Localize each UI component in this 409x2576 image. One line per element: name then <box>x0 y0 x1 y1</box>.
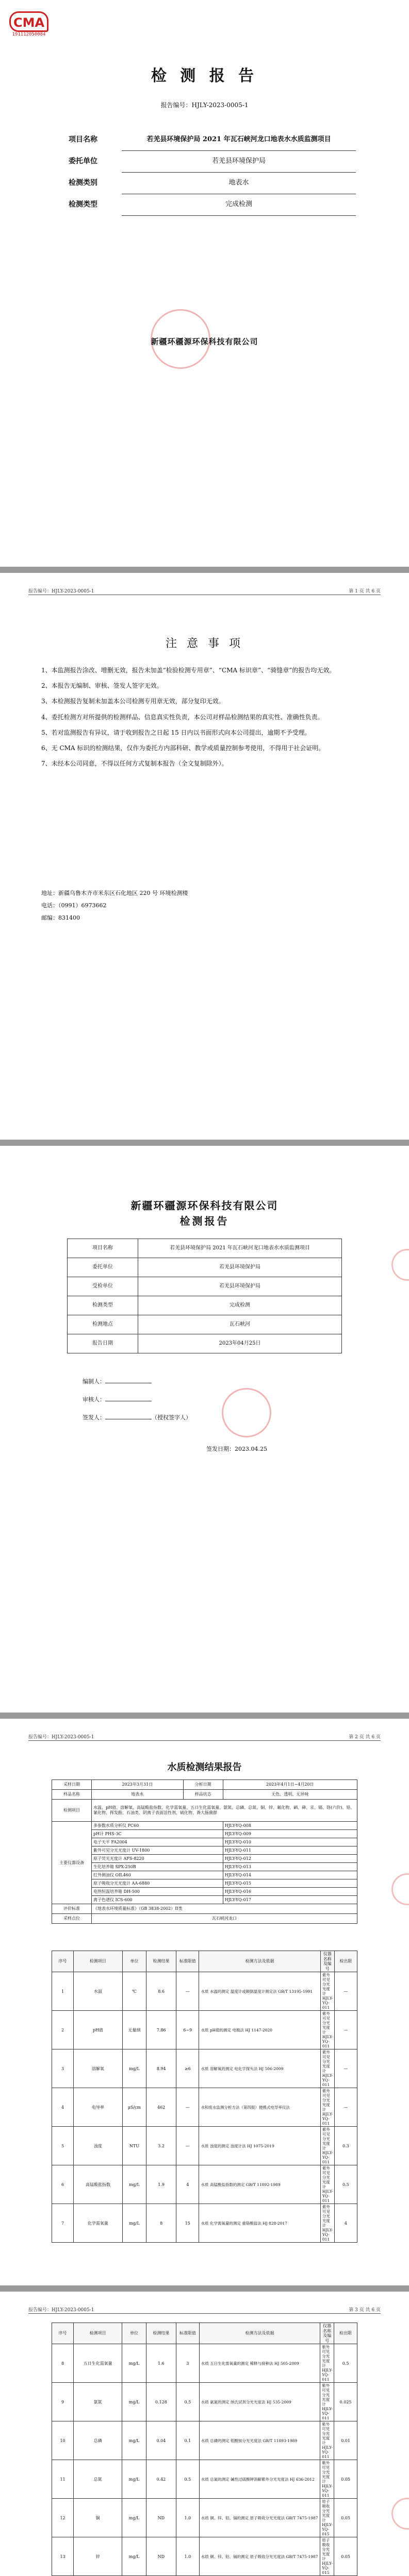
cell-num: 5 <box>52 2127 74 2165</box>
summary-label: 检测项目 <box>52 1800 92 1822</box>
cell-instrument: 紫外可见分光光度计 HJLY-YQ-011 <box>320 2165 334 2204</box>
cell-unit: mg/L <box>122 2204 146 2243</box>
col-method: 检测方法及依据 <box>199 1951 320 1972</box>
cell-unit: mg/L <box>122 2421 146 2460</box>
table-row <box>52 2204 357 2243</box>
cert-title: 检测报告 <box>179 1215 230 1227</box>
instrument-name: 离子色谱仪 ICS-600 <box>92 1896 223 1904</box>
client-value: 若羌县环境保护局 <box>122 150 356 172</box>
header-page-no: 第 1 页 共 6 页 <box>349 589 381 594</box>
summary-value: 无色、透明、无异味 <box>223 1790 357 1800</box>
instrument-no: HJLY-YQ-013 <box>223 1863 357 1871</box>
cell-limit: — <box>176 2127 199 2165</box>
summary-value: 地表水 <box>92 1790 184 1800</box>
sample-type-value: 地表水 <box>122 172 356 194</box>
compiler-label: 编制人： <box>83 1378 105 1385</box>
instruments-label: 主要仪器设备 <box>52 1822 92 1904</box>
cert-label: 报告日期 <box>68 1334 138 1353</box>
notice-title: 注 意 事 项 <box>166 637 243 650</box>
cell-method: 水和废水监测分析方法（第四版）便携式电导率仪法 <box>199 2088 320 2127</box>
cell-method: 水质 水温的测定 温度计或颠倒温度计测定法 GB/T 13195-1991 <box>199 1972 320 2011</box>
notice-item: 6、无 CMA 标识的检测结果，仅作为委托方内部科研、教学或质量控制参考使用，不得用于社会证明。 <box>41 744 325 752</box>
cell-unit: mg/L <box>122 2537 146 2576</box>
cert-value: 瓦石峡河 <box>138 1315 342 1334</box>
instrument-name: 原子荧光光度计 AFS-8220 <box>92 1855 223 1863</box>
cell-method: 水质 总氮的测定 碱性过硫酸钾消解紫外分光光度法 HJ 636-2012 <box>199 2460 320 2499</box>
cell-method: 水质 五日生化需氧量的测定 稀释与接种法 HJ 505-2009 <box>199 2344 320 2383</box>
instrument-no: HJLY-YQ-015 <box>223 1879 357 1888</box>
header-report-no: 报告编号：HJLY-2023-0005-1 <box>28 1735 94 1740</box>
riding-seal <box>391 1873 409 1905</box>
table-row <box>52 2421 357 2460</box>
cell-method: 水质 铜、锌、铅、镉的测定 原子吸收分光光度法 GB/T 7475-1987 <box>199 2499 320 2537</box>
col-unit: 单位 <box>122 2323 146 2344</box>
cell-item: 总氮 <box>74 2460 122 2499</box>
summary-page <box>0 1719 409 2285</box>
cell-method: 水质 铜、锌、铅、镉的测定 原子吸收分光光度法 GB/T 7475-1987 <box>199 2537 320 2576</box>
cert-company: 新疆环疆源环保科技有限公司 <box>130 1199 279 1212</box>
cell-result: 3.2 <box>146 2127 176 2165</box>
issue-date <box>206 1445 267 1453</box>
instrument-no: HJLY-YQ-009 <box>223 1830 357 1838</box>
summary-value: 2023年3月31日 <box>92 1780 184 1790</box>
instrument-name: pH计 PHS-3C <box>92 1830 223 1838</box>
cell-result: 1.6 <box>146 2344 176 2383</box>
col-unit: 单位 <box>122 1951 146 1972</box>
cell-detect-limit: 0.3 <box>334 2127 357 2165</box>
cell-item: 化学需氧量 <box>74 2204 123 2243</box>
table-row <box>52 2088 357 2127</box>
cert-label: 委托单位 <box>68 1258 138 1277</box>
header-report-no: 报告编号：HJLY-2023-0005-1 <box>28 589 94 594</box>
cell-num: 6 <box>52 2165 74 2204</box>
cell-instrument: 紫外可见分光光度计 HJLY-YQ-011 <box>320 2460 334 2499</box>
cert-label: 项目名称 <box>68 1239 138 1258</box>
cell-unit: μS/cm <box>122 2088 146 2127</box>
instrument-name: 原子吸收分光光度计 AA-6880 <box>92 1879 223 1888</box>
address-label: 地址： <box>41 890 58 896</box>
cell-result: 8.6 <box>146 1972 176 2011</box>
cell-result: 0.128 <box>146 2383 176 2421</box>
cell-num: 4 <box>52 2088 74 2127</box>
table-header-row <box>52 1951 357 1972</box>
reviewer-line <box>83 1391 191 1409</box>
instrument-name: 多参数水质分析仪 PC60 <box>92 1822 223 1830</box>
col-detect-limit: 检出限 <box>334 2323 357 2344</box>
header-page-no: 第 3 页 共 6 页 <box>349 2308 381 2313</box>
cell-instrument: 紫外可见分光光度计 HJLY-YQ-011 <box>320 2344 334 2383</box>
table-row <box>52 2460 357 2499</box>
table-row <box>52 2049 357 2088</box>
page-header <box>28 1733 381 1741</box>
cell-detect-limit: — <box>334 2049 357 2088</box>
summary-value: 《地表水环境质量标准》（GB 3838-2002）II类 <box>92 1904 357 1914</box>
cell-instrument: 紫外可见分光光度计 HJLY-YQ-011 <box>320 2383 334 2421</box>
cell-result: 8.94 <box>146 2049 176 2088</box>
cert-seal <box>222 1388 271 1437</box>
cell-instrument: 紫外可见分光光度计 HJLY-YQ-011 <box>320 2204 334 2243</box>
summary-table <box>52 1780 357 1924</box>
cert-label: 检测类型 <box>68 1296 138 1315</box>
summary-value: 水温、pH值、溶解氧、高锰酸盐指数、化学需氧量、五日生化需氧量、氨氮、总磷、总氮、铜、锌、氟化物、硒、砷、汞、镉、铬(六价)、铅、氰化物、挥发酚、石油类、阴离子表面活性剂、硫化物、粪大肠菌群 <box>92 1800 357 1822</box>
col-instrument: 仪器名称及编号 <box>320 1951 334 1972</box>
cell-item: 总磷 <box>74 2421 122 2460</box>
cell-num: 13 <box>52 2537 74 2576</box>
cell-item: 电导率 <box>74 2088 123 2127</box>
cell-item: 铜 <box>74 2499 122 2537</box>
cert-table <box>67 1239 342 1353</box>
col-item: 检测项目 <box>74 1951 123 1972</box>
cover-title: 检 测 报 告 <box>151 67 258 85</box>
col-method: 检测方法及依据 <box>199 2323 320 2344</box>
notice-item: 5、若对监测报告有异议，请于收到报告之日起 15 日内以书面形式向本公司提出，逾期不予受理。 <box>41 728 311 736</box>
cert-value: 若羌县环境保护局 <box>138 1258 342 1277</box>
issue-date-value: 2023.04.25 <box>235 1446 267 1452</box>
issue-date-label: 签发日期： <box>206 1446 235 1452</box>
cell-limit: 1.0 <box>176 2499 199 2537</box>
contact-phone <box>41 900 188 912</box>
cell-limit: 0.5 <box>176 2383 199 2421</box>
cell-detect-limit: 4 <box>334 2204 357 2243</box>
cell-num: 10 <box>52 2421 74 2460</box>
cell-detect-limit: 0.05 <box>334 2499 357 2537</box>
instrument-name: 紫外可见分光光度计 UV-1800 <box>92 1846 223 1855</box>
notice-item: 4、委托检测方对所提供的检测样品、信息真实性负责，本公司对样品检测结果的真实性、准确性负责。 <box>41 713 324 721</box>
col-item: 检测项目 <box>74 2323 122 2344</box>
cma-number: 191112050084 <box>12 32 46 37</box>
postcode-value: 831400 <box>58 914 80 922</box>
page-header <box>28 587 381 595</box>
project-value: 若羌县环境保护局 2021 年瓦石峡河龙口地表水水质监测项目 <box>122 129 356 150</box>
cell-instrument: 紫外可见分光光度计 HJLY-YQ-011 <box>320 1972 334 2011</box>
table-row <box>52 2383 357 2421</box>
summary-value: 瓦石峡河龙口 <box>92 1914 357 1924</box>
table-row <box>52 2165 357 2204</box>
cell-instrument: 紫外可见分光光度计 HJLY-YQ-011 <box>320 2421 334 2460</box>
cell-num: 7 <box>52 2204 74 2243</box>
cert-value: 若羌县环境保护局 2021 年瓦石峡河龙口地表水水质监测项目 <box>138 1239 342 1258</box>
header-page-no: 第 2 页 共 6 页 <box>349 1735 381 1740</box>
summary-title: 水质检测结果报告 <box>167 1762 242 1773</box>
phone-value: （0991）6973662 <box>58 902 107 909</box>
cell-num: 8 <box>52 2344 74 2383</box>
contact-address <box>41 887 188 900</box>
cover-info-table <box>67 129 356 216</box>
cell-unit: mg/L <box>122 2383 146 2421</box>
contact-info <box>41 887 188 925</box>
notice-list <box>41 666 368 774</box>
cell-result: 462 <box>146 2088 176 2127</box>
cell-result: 1.9 <box>146 2165 176 2204</box>
contact-postcode <box>41 912 188 924</box>
cell-item: 水温 <box>74 1972 123 2011</box>
cell-instrument: 紫外可见分光光度计 HJLY-YQ-011 <box>320 2127 334 2165</box>
phone-label: 电话： <box>41 902 58 909</box>
notice-item: 1、本监测报告涂改、增删无效，报告未加盖“检验检测专用章”、“CMA 标识章”、“骑缝章”的报告均无效。 <box>41 667 336 674</box>
summary-label: 分析日期 <box>183 1780 223 1790</box>
cell-limit: 4 <box>176 2165 199 2204</box>
cell-num: 3 <box>52 2049 74 2088</box>
test-type-value: 完成检测 <box>122 194 356 215</box>
summary-label: 采样日期 <box>52 1780 92 1790</box>
instrument-no: HJLY-YQ-017 <box>223 1896 357 1904</box>
cell-detect-limit: 0.5 <box>334 2165 357 2204</box>
postcode-label: 邮编： <box>41 914 58 922</box>
cell-item: 高锰酸盐指数 <box>74 2165 123 2204</box>
instrument-name: 生化培养箱 SPX-250B <box>92 1863 223 1871</box>
col-num: 序号 <box>52 2323 74 2344</box>
instrument-name: 电子天平 FA2004 <box>92 1838 223 1846</box>
cell-result: ND <box>146 2537 176 2576</box>
cell-detect-limit: 0.5 <box>334 2344 357 2383</box>
cell-method: 水质 浊度的测定 浊度计法 HJ 1075-2019 <box>199 2127 320 2165</box>
cell-limit: 1.0 <box>176 2537 199 2576</box>
cell-method: 水质 总磷的测定 钼酸铵分光光度法 GB/T 11893-1989 <box>199 2421 320 2460</box>
approver-line <box>83 1409 191 1427</box>
table-row <box>52 2537 357 2576</box>
cell-limit: 0.5 <box>176 2460 199 2499</box>
cma-mark: CMA <box>9 11 48 32</box>
cover-page <box>0 0 409 567</box>
table-row <box>52 1972 357 2011</box>
approver-title: （授权签字人） <box>152 1414 191 1421</box>
address-value: 新疆乌鲁木齐市米东区石化地区 220 号 环境检测楼 <box>58 890 188 896</box>
compiler-line <box>83 1372 191 1391</box>
instrument-no: HJLY-YQ-014 <box>223 1871 357 1879</box>
cell-result: 7.86 <box>146 2011 176 2049</box>
cell-detect-limit: — <box>334 2088 357 2127</box>
cell-result: 0.42 <box>146 2460 176 2499</box>
cell-num: 11 <box>52 2460 74 2499</box>
summary-label: 样品名称 <box>52 1790 92 1800</box>
cell-method: 水质 氨氮的测定 纳氏试剂分光光度法 HJ 535-2009 <box>199 2383 320 2421</box>
riding-seal <box>391 2498 409 2530</box>
results-page-2 <box>0 2292 409 2576</box>
cell-num: 2 <box>52 2011 74 2049</box>
table-row <box>52 2011 357 2049</box>
cell-item: 五日生化需氧量 <box>74 2344 122 2383</box>
cell-instrument: 紫外可见分光光度计 HJLY-YQ-011 <box>320 2011 334 2049</box>
results-table-2 <box>52 2323 357 2576</box>
cell-unit: mg/L <box>122 2165 146 2204</box>
table-row <box>52 2499 357 2537</box>
page-header <box>28 2306 381 2314</box>
cert-value: 若羌县环境保护局 <box>138 1277 342 1296</box>
cell-result: ND <box>146 2499 176 2537</box>
cell-instrument: 原子吸收分光光度计 HJLY-YQ-015 <box>320 2537 334 2576</box>
cell-unit: mg/L <box>122 2460 146 2499</box>
report-number-value: HJLY-2023-0005-1 <box>191 101 249 109</box>
instrument-no: HJLY-YQ-012 <box>223 1855 357 1863</box>
cell-instrument: 紫外可见分光光度计 HJLY-YQ-011 <box>320 2088 334 2127</box>
cell-num: 1 <box>52 1972 74 2011</box>
cell-item: 浊度 <box>74 2127 123 2165</box>
cell-method: 水质 高锰酸盐指数的测定 GB/T 11892-1989 <box>199 2165 320 2204</box>
cell-limit: 15 <box>176 2204 199 2243</box>
cell-item: 锌 <box>74 2537 122 2576</box>
riding-seal <box>391 1249 409 1281</box>
instrument-no: HJLY-YQ-016 <box>223 1888 357 1896</box>
report-number-label: 报告编号： <box>160 101 192 109</box>
cell-unit: mg/L <box>122 2499 146 2537</box>
summary-label: 采样点位 <box>52 1914 92 1924</box>
header-report-no: 报告编号：HJLY-2023-0005-1 <box>28 2308 94 2313</box>
cell-detect-limit: 0.05 <box>334 2460 357 2499</box>
cell-result: 8 <box>146 2204 176 2243</box>
table-row <box>52 2344 357 2383</box>
reviewer-label: 审核人： <box>83 1396 105 1403</box>
cell-limit: 3 <box>176 2344 199 2383</box>
instrument-no: HJLY-YQ-011 <box>223 1846 357 1855</box>
cert-label: 受检单位 <box>68 1277 138 1296</box>
summary-label: 评价标准 <box>52 1904 92 1914</box>
instrument-no: HJLY-YQ-008 <box>223 1822 357 1830</box>
cell-num: 9 <box>52 2383 74 2421</box>
test-type-label: 检测类型 <box>69 200 97 209</box>
cell-detect-limit: 0.01 <box>334 2421 357 2460</box>
cell-detect-limit: 0.025 <box>334 2383 357 2421</box>
table-header-row <box>52 2323 357 2344</box>
notice-item: 3、本检测报告复制未加盖本公司检测专用章无效，部分复印无效。 <box>41 698 225 705</box>
cell-method: 水质 化学需氧量的测定 重铬酸盐法 HJ 828-2017 <box>199 2204 320 2243</box>
cell-method: 水质 溶解氧的测定 电化学探头法 HJ 506-2009 <box>199 2049 320 2088</box>
certification-page <box>0 1146 409 1713</box>
cell-limit: — <box>176 2088 199 2127</box>
instrument-name: 电热恒温培养箱 DH-500 <box>92 1888 223 1896</box>
cell-method: 水质 pH值的测定 电极法 HJ 1147-2020 <box>199 2011 320 2049</box>
cell-item: 溶解氧 <box>74 2049 123 2088</box>
cert-label: 检测地点 <box>68 1315 138 1334</box>
cell-limit: — <box>176 1972 199 2011</box>
cell-item: 氨氮 <box>74 2383 122 2421</box>
cell-limit: 0.1 <box>176 2421 199 2460</box>
col-instrument: 仪器名称及编号 <box>320 2323 334 2344</box>
cell-instrument: 原子吸收分光光度计 HJLY-YQ-015 <box>320 2499 334 2537</box>
col-limit: 标准限值 <box>176 1951 199 1972</box>
signatures <box>83 1372 191 1427</box>
notice-page <box>0 573 409 1140</box>
approver-label: 签发人： <box>83 1414 105 1421</box>
client-label: 委托单位 <box>69 157 97 165</box>
table-row <box>52 2127 357 2165</box>
instrument-name: 红外测油仪 OIL460 <box>92 1871 223 1879</box>
cell-item: pH值 <box>74 2011 123 2049</box>
instrument-no: HJLY-YQ-010 <box>223 1838 357 1846</box>
cell-result: 0.04 <box>146 2421 176 2460</box>
cell-unit: 无量纲 <box>122 2011 146 2049</box>
cell-num: 12 <box>52 2499 74 2537</box>
cell-detect-limit: — <box>334 2011 357 2049</box>
cell-detect-limit: 0.05 <box>334 2537 357 2576</box>
cert-value: 完成检测 <box>138 1296 342 1315</box>
sample-type-label: 检测类别 <box>69 178 97 187</box>
col-limit: 标准限值 <box>176 2323 199 2344</box>
notice-item: 2、本报告无编制、审核、签发人签字无效。 <box>41 682 163 690</box>
summary-label: 样品状态 <box>183 1790 223 1800</box>
cell-unit: mg/L <box>122 2344 146 2383</box>
cell-limit: ≥6 <box>176 2049 199 2088</box>
cell-instrument: 紫外可见分光光度计 HJLY-YQ-011 <box>320 2049 334 2088</box>
cma-logo <box>9 11 48 37</box>
report-number <box>0 100 409 109</box>
summary-value: 2023年4月1日~4月20日 <box>223 1780 357 1790</box>
notice-item: 7、未经本公司同意，不得以任何方式复制本报告（全文复制除外）。 <box>41 760 228 768</box>
col-result: 检测结果 <box>146 2323 176 2344</box>
cell-unit: NTU <box>122 2127 146 2165</box>
col-result: 检测结果 <box>146 1951 176 1972</box>
results-table-1 <box>52 1951 357 2243</box>
cell-detect-limit: — <box>334 1972 357 2011</box>
col-detect-limit: 检出限 <box>334 1951 357 1972</box>
project-label: 项目名称 <box>69 135 97 144</box>
cell-unit: ℃ <box>122 1972 146 2011</box>
col-num: 序号 <box>52 1951 74 1972</box>
cell-limit: 6~9 <box>176 2011 199 2049</box>
cert-value: 2023年04月25日 <box>138 1334 342 1353</box>
cover-company: 新疆环疆源环保科技有限公司 <box>151 337 258 346</box>
cell-unit: mg/L <box>122 2049 146 2088</box>
